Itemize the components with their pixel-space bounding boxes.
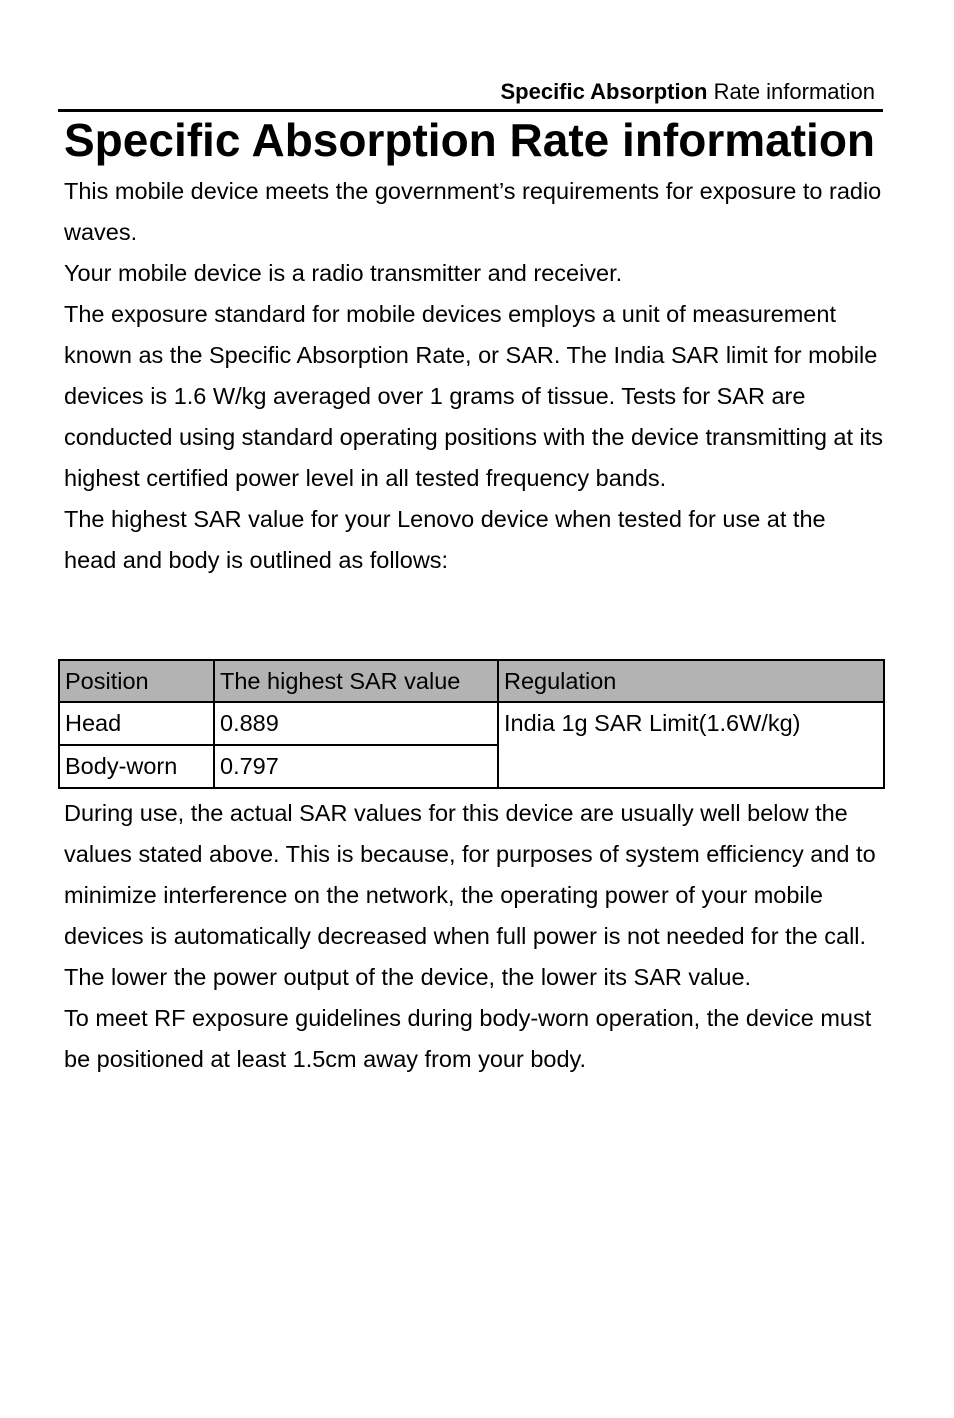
running-header-regular: Rate information [707,79,875,104]
position-cell: Head [59,702,214,745]
table-row [59,702,884,745]
header-position: Position [59,660,214,702]
page-title: Specific Absorption Rate information [64,114,876,166]
closing-paragraph-body-worn: To meet RF exposure guidelines during body-worn operation, the device must be positioned at least 1.5cm away from your body. [64,1005,872,1072]
intro-paragraph-transmitter: Your mobile device is a radio transmitter and receiver. [64,260,623,286]
position-cell: Body-worn [59,745,214,788]
sar-value-cell: 0.797 [214,745,498,788]
closing-section [64,793,884,1080]
sar-value-cell: 0.889 [214,702,498,745]
intro-paragraph-exposure: This mobile device meets the government’s requirements for exposure to radio waves. [64,178,882,245]
sar-table [58,659,885,789]
intro-paragraph-highest-value: The highest SAR value for your Lenovo device when tested for use at the head and body is outlined as follows: [64,506,826,573]
header-regulation: Regulation [498,660,884,702]
running-header [58,78,875,106]
sar-table-header-row [59,660,884,702]
header-highest-sar-value: The highest SAR value [214,660,498,702]
intro-section [64,171,884,581]
running-header-bold: Specific Absorption [500,79,708,104]
closing-paragraph-actual-values: During use, the actual SAR values for this device are usually well below the values stated above. This is because, for purposes of system efficiency and to minimize interference on the network, the operating power of your mobile devices is automatically decreased when full power is not needed for the call. The lower the power output of the device, the lower its SAR value. [64,800,876,990]
intro-paragraph-standard: The exposure standard for mobile devices employs a unit of measurement known as the Specific Absorption Rate, or SAR. The India SAR limit for mobile devices is 1.6 W/kg averaged over 1 grams of tissue. Tests for SAR are conducted using standard operating positions with the device transmitting at its highest certified power level in all tested frequency bands. [64,301,884,491]
regulation-cell: India 1g SAR Limit(1.6W/kg) [498,702,884,788]
